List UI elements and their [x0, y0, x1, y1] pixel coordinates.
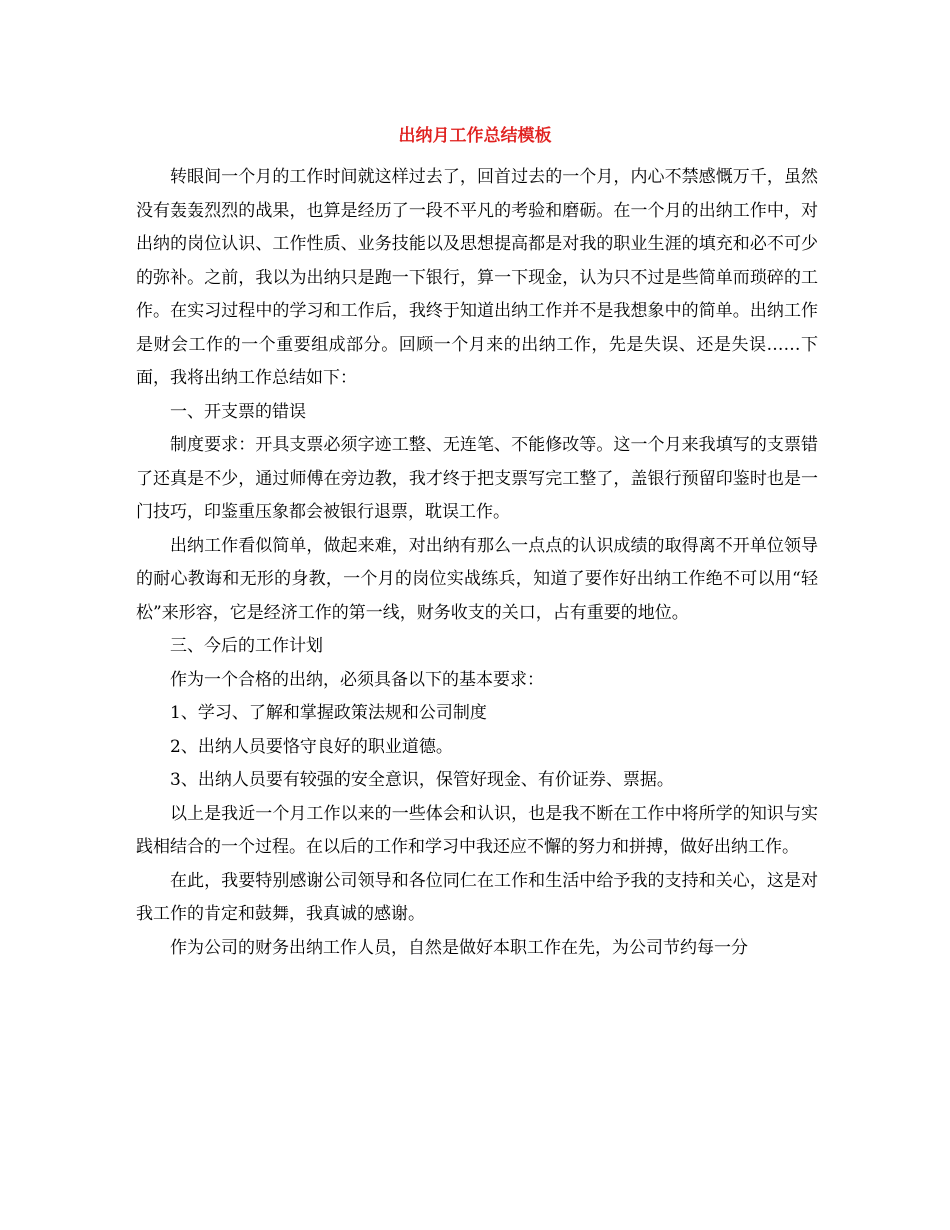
document-body	[136, 161, 818, 965]
list-item-requirement-3: 3、出纳人员要有较强的安全意识，保管好现金、有价证券、票据。	[170, 770, 674, 790]
document-title: 出纳月工作总结模板	[398, 126, 552, 146]
paragraph-intro: 转眼间一个月的工作时间就这样过去了，回首过去的一个月，内心不禁感慨万千，虽然没有轰轰烈烈的战果，也算是经历了一段不平凡的考验和磨砺。在一个月的出纳工作中，对出纳的岗位认识、工作性质、业务技能以及思想提高都是对我的职业生涯的填充和必不可少的弥补。之前，我以为出纳只是跑一下银行，算一下现金，认为只不过是些简单而琐碎的工作。在实习过程中的学习和工作后，我终于知道出纳工作并不是我想象中的简单。出纳工作是财会工作的一个重要组成部分。回顾一个月来的出纳工作，先是失误、还是失误……下面，我将出纳工作总结如下：	[136, 167, 818, 388]
list-item-requirement-2: 2、出纳人员要恪守良好的职业道德。	[170, 736, 453, 757]
paragraph-thanks: 在此，我要特别感谢公司领导和各位同仁在工作和生活中给予我的支持和关心，这是对我工作的肯定和鼓舞，我真诚的感谢。	[136, 870, 818, 924]
paragraph-cashier-reflection: 出纳工作看似简单，做起来难，对出纳有那么一点点的认识成绩的取得离不开单位领导的耐心教诲和无形的身教，一个月的岗位实战练兵，知道了要作好出纳工作绝不可以用“轻松”来形容，它是经济工作的第一线，财务收支的关口，占有重要的地位。	[136, 535, 818, 623]
section-heading-check-errors: 一、开支票的错误	[170, 401, 306, 422]
paragraph-closing: 作为公司的财务出纳工作人员，自然是做好本职工作在先，为公司节约每一分	[170, 937, 748, 958]
paragraph-summary: 以上是我近一个月工作以来的一些体会和认识，也是我不断在工作中将所学的知识与实践相结合的一个过程。在以后的工作和学习中我还应不懈的努力和拼搏，做好出纳工作。	[136, 803, 818, 857]
paragraph-check-rules: 制度要求：开具支票必须字迹工整、无连笔、不能修改等。这一个月来我填写的支票错了还真是不少，通过师傅在旁边教，我才终于把支票写完工整了，盖银行预留印鉴时也是一门技巧，印鉴重压象都会被银行退票，耽误工作。	[136, 435, 818, 522]
list-item-requirement-1: 1、学习、了解和掌握政策法规和公司制度	[170, 703, 487, 723]
paragraph-requirements-intro: 作为一个合格的出纳，必须具备以下的基本要求：	[170, 669, 544, 690]
section-heading-future-plan: 三、今后的工作计划	[170, 636, 323, 656]
